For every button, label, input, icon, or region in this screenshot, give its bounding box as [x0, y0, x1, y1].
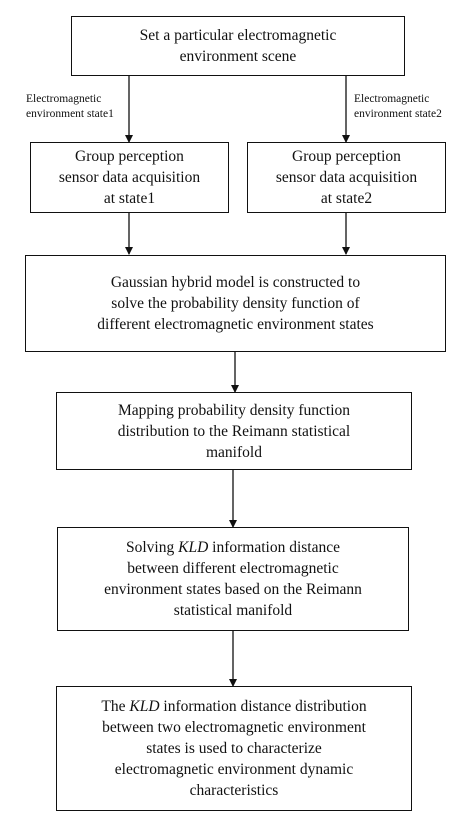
- scene-line-2: environment scene: [179, 48, 297, 65]
- kld-solve-line-4: statistical manifold: [173, 602, 293, 619]
- acq1-line-3: at state1: [103, 190, 156, 207]
- kld-dist-line-2: between two electromagnetic environment: [102, 719, 366, 736]
- state1-label-line-2: environment state1: [26, 108, 114, 120]
- acq1-line-1: Group perception: [75, 148, 184, 165]
- kld-solve-line-1-pre: Solving: [126, 539, 179, 556]
- mapping-line-1: Mapping probability density function: [117, 401, 351, 419]
- gmm-line-2: solve the probability density function of: [111, 295, 360, 312]
- kld-dist-line-5: characteristics: [189, 782, 279, 799]
- kld-solve-line-1: [104, 537, 362, 558]
- kld-dist-line-4: electromagnetic environment dynamic: [114, 761, 354, 778]
- kld-dist-line-1: [101, 696, 366, 717]
- kld-solve-kld-term: KLD: [178, 539, 209, 556]
- gmm-box: [25, 255, 446, 352]
- kld-dist-line-1-post: information distance distribution: [159, 698, 367, 715]
- scene-line-1: Set a particular electromagnetic: [139, 27, 337, 44]
- acq2-line-1: Group perception: [292, 148, 401, 165]
- acq1-box: [30, 142, 229, 213]
- kld-solve-box: [57, 527, 409, 631]
- kld-solve-line-3: environment states based on the Reimann: [104, 581, 362, 598]
- kld-solve-line-1-post: information distance: [208, 539, 340, 556]
- kld-dist-box: [56, 686, 412, 811]
- acq2-line-3: at state2: [320, 190, 373, 207]
- acq2-line-2: sensor data acquisition: [275, 169, 418, 186]
- scene-box: [71, 16, 405, 76]
- mapping-line-2: distribution to the Reimann statistical: [117, 422, 351, 440]
- kld-dist-kld-term: KLD: [129, 698, 160, 715]
- mapping-line-3: manifold: [206, 443, 262, 461]
- state1-label: [26, 92, 114, 122]
- acq1-line-2: sensor data acquisition: [58, 169, 201, 186]
- state2-label: [354, 92, 442, 122]
- state2-label-line-2: environment state2: [354, 108, 442, 120]
- kld-solve-line-2: between different electromagnetic: [127, 560, 339, 577]
- state2-label-line-1: Electromagnetic: [354, 93, 430, 105]
- acq2-box: [247, 142, 446, 213]
- mapping-box: [56, 392, 412, 470]
- state1-label-line-1: Electromagnetic: [26, 93, 102, 105]
- gmm-line-3: different electromagnetic environment states: [97, 316, 374, 333]
- kld-dist-line-3: states is used to characterize: [146, 740, 322, 757]
- gmm-line-1: Gaussian hybrid model is constructed to: [110, 274, 361, 291]
- kld-dist-line-1-pre: The: [101, 698, 130, 715]
